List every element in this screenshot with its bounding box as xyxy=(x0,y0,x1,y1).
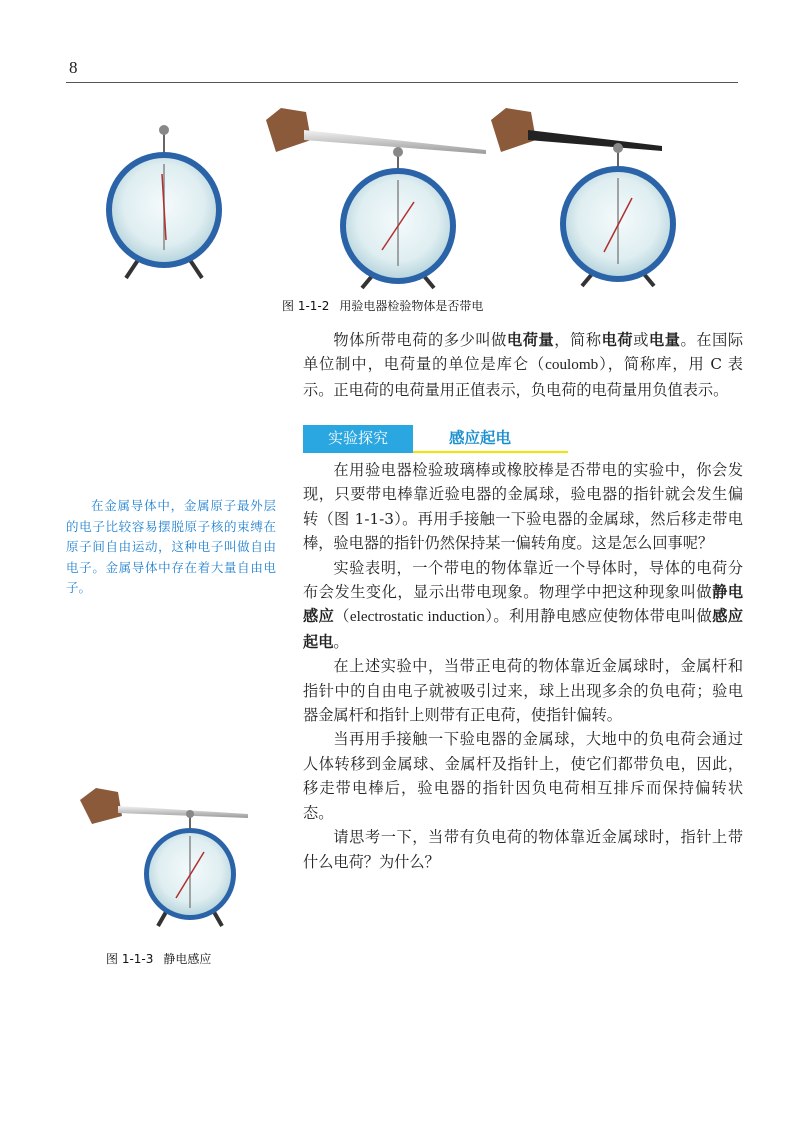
intro-text-2: ，简称 xyxy=(554,331,602,349)
term-induction-charging: 感应起电 xyxy=(303,607,744,651)
paragraph-4: 当再用手接触一下验电器的金属球，大地中的负电荷会通过人体转移到金属球、金属杆及指针上，使它们都带负电，因此，移走带电棒后，验电器的指针因负电荷相互排斥而保持偏转状态。 xyxy=(303,730,743,822)
figure-1-text: 用验电器检验物体是否带电 xyxy=(339,299,484,313)
p2-text-b: （ xyxy=(334,607,350,626)
section-tag: 实验探究 xyxy=(303,425,413,451)
p2-text-c: ）。利用静电感应使物体带电叫做 xyxy=(484,607,713,626)
intro-text-5: ），简称库，用 C 表示。正电荷的电荷量用正值表示，负电荷的电荷量用负值表示。 xyxy=(303,355,743,399)
intro-paragraph xyxy=(303,328,743,402)
body-text xyxy=(303,458,743,874)
p2-english-term: electrostatic induction xyxy=(349,608,485,626)
paragraph-3: 在上述实验中，当带正电荷的物体靠近金属球时，金属杆和指针中的自由电子就被吸引过来，球上出现多余的负电荷；验电器金属杆和指针上则带有正电荷，使指针偏转。 xyxy=(303,657,743,725)
side-note-text: 在金属导体中，金属原子最外层的电子比较容易摆脱原子核的束缚在原子间自由运动，这种电子叫做自由电子。金属导体中存在着大量自由电子。 xyxy=(66,498,276,595)
term-electrostatic-induction: 静电感应 xyxy=(303,583,744,626)
page-number: 8 xyxy=(69,58,78,77)
figure-2-text: 静电感应 xyxy=(163,952,212,966)
figure-electrostatic-induction xyxy=(78,780,258,930)
figure-electroscopes xyxy=(66,90,738,290)
term-electric-quantity: 电量 xyxy=(648,331,681,349)
paragraph-5: 请思考一下，当带有负电荷的物体靠近金属球时，指针上带什么电荷？为什么？ xyxy=(303,828,743,871)
p2-text-d: 。 xyxy=(333,632,349,651)
figure-2-caption xyxy=(106,950,211,967)
figure-2-label: 图 1-1-3 xyxy=(106,952,154,966)
figure-1-label: 图 1-1-2 xyxy=(282,299,330,313)
banner-underline-yellow xyxy=(413,451,568,453)
section-banner xyxy=(303,425,568,453)
banner-underline-blue xyxy=(303,451,413,453)
intro-text-4: 。在国际单位制中，电荷量的单位是库仑（ xyxy=(303,331,744,374)
electroscope-3 xyxy=(491,108,676,286)
electroscope-1 xyxy=(106,125,222,278)
paragraph-1: 在用验电器检验玻璃棒或橡胶棒是否带电的实验中，你会发现，只要带电棒靠近验电器的金属球，验电器的指针就会发生偏转（图 1-1-3）。再用手接触一下验电器的金属球，然后移走带电棒，验电器的指针仍然保持某一偏转角度。这是怎么回事呢？ xyxy=(303,461,743,553)
side-note xyxy=(66,496,276,599)
term-charge-quantity: 电荷量 xyxy=(506,331,555,349)
header-rule xyxy=(66,82,738,83)
intro-english-term: coulomb xyxy=(545,356,599,374)
paragraph-2 xyxy=(303,556,743,655)
intro-text-3: 或 xyxy=(633,331,649,349)
electroscope-2 xyxy=(266,108,486,288)
p2-text-a: 实验表明，一个带电的物体靠近一个导体时，导体的电荷分布会发生变化，显示出带电现象。物理学中把这种现象叫做 xyxy=(303,558,743,602)
section-title: 感应起电 xyxy=(449,429,512,447)
term-charge: 电荷 xyxy=(601,331,634,349)
figure-1-caption xyxy=(282,297,483,314)
intro-text-1: 物体所带电荷的多少叫做 xyxy=(333,331,507,349)
